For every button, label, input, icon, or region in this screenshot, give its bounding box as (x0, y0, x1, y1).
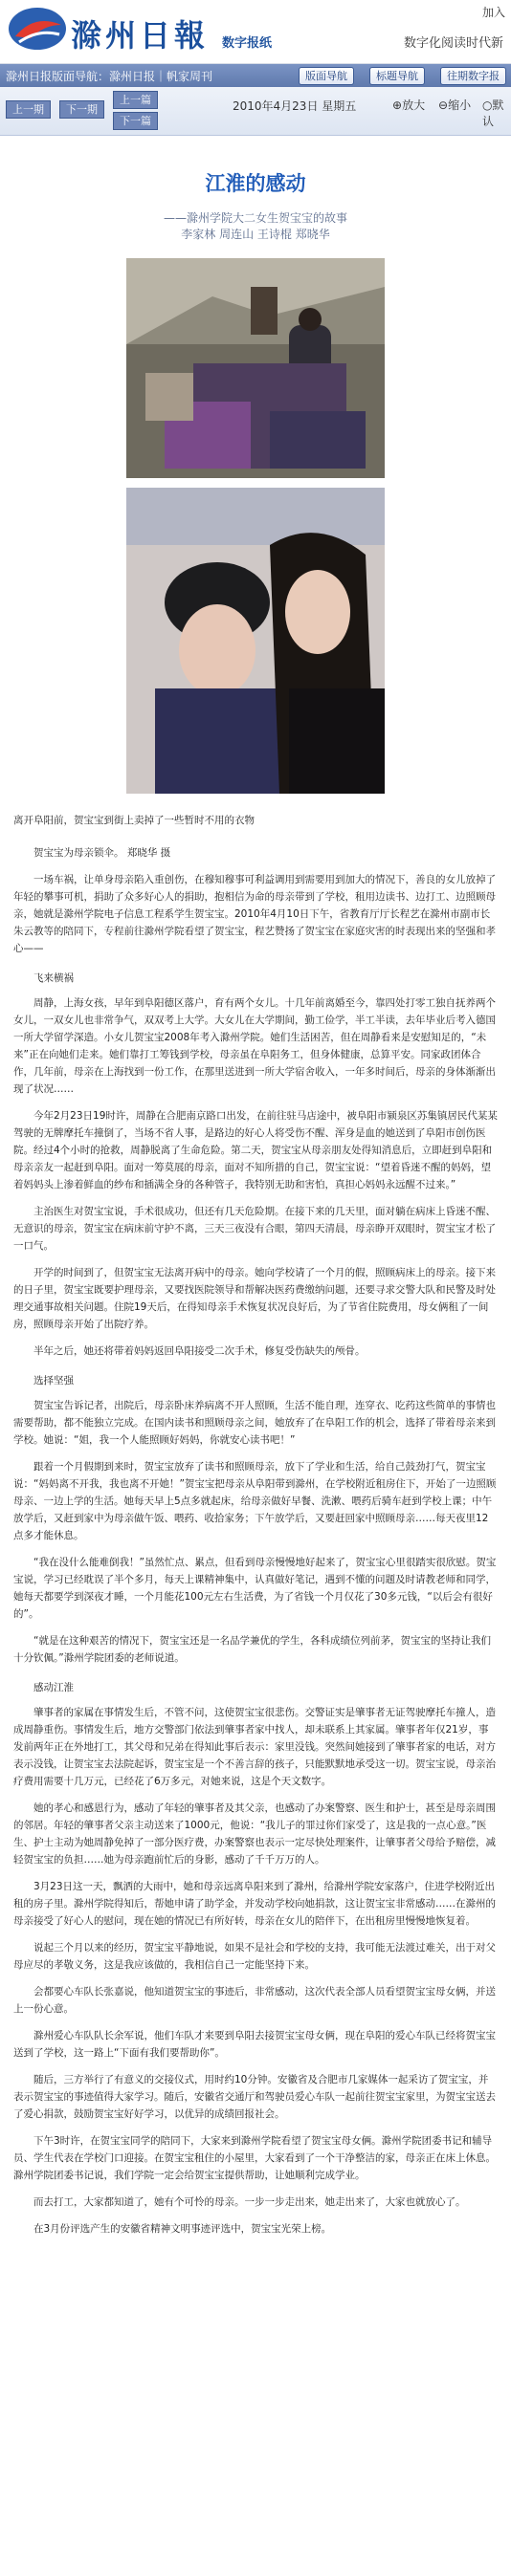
paragraph-16: 滁州爱心车队队长余军说，他们车队才来要到阜阳去接贺宝宝母女俩，现在阜阳的爱心车队已经将贺宝宝送到了学校，这一路上“下面有我们要帮助你”。 (13, 2030, 496, 2059)
paragraph-3: 今年2月23日19时许，周静在合肥南京路口出发，在前往驻马店途中，被阜阳市颍泉区苏集镇居民代某某驾驶的无牌摩托车撞倒了，当场不省人事，是路边的好心人将受伤不醒、浑身是血的她送到了阜阳市创伤医院。经过4个小时的抢救，周静脱离了生命危险。第二天，贺宝宝从母亲朋友处得知消息后，立即赶到阜阳和母亲亲友一起赶到阜阳。面对一筹莫展的母亲，面对不知所措的自己，贺宝宝说：“望着昏迷不醒的妈妈，望着妈妈头上渗着鲜血的纱布和插满全身的各种管子，我特别无助和害怕，真担心妈妈永远醒不过来。” (13, 1110, 498, 1190)
slogan: 数字化阅读时代新 (403, 36, 503, 51)
toolbar (0, 87, 511, 136)
paragraph-5: 开学的时间到了，但贺宝宝无法离开病中的母亲。她向学校请了一个月的假，照顾病床上的母亲。接下来的日子里，贺宝宝既要护理母亲，又要找医院领导和帮解决医药费缴纳问题，还要寻求交警大队和民警及时处理交通事故相关问题。住院19天后，在得知母亲手术恢复状况良好后，为了节省住院费用，母女俩租了一间房，照顾母亲开始了出院疗养。 (13, 1267, 496, 1330)
article-body (0, 168, 511, 2238)
prev-article-button[interactable]: 上一篇 (113, 91, 158, 109)
next-article-button[interactable]: 下一篇 (113, 112, 158, 130)
paragraph-20: 在3月份评选产生的安徽省精神文明事迹评选中，贺宝宝光荣上榜。 (33, 2223, 332, 2235)
photo-caption: 离开阜阳前，贺宝宝到街上卖掉了一些暂时不用的衣物 (13, 815, 255, 826)
paragraph-6: 半年之后，她还将带着妈妈返回阜阳接受二次手术，修复受伤缺失的颅骨。 (33, 1345, 366, 1357)
article-title: 江淮的感动 (205, 172, 306, 195)
section-heading-3: 感动江淮 (33, 1682, 74, 1693)
join-link[interactable]: 加入 (481, 6, 505, 19)
past-issues-button[interactable]: 往期数字报 (440, 67, 506, 85)
paragraph-10: “就是在这种艰苦的情况下，贺宝宝还是一名品学兼优的学生，各科成绩位列前茅，贺宝宝的坚持让我们十分钦佩。”滁州学院团委的老师说道。 (13, 1635, 491, 1664)
issue-date: 2010年4月23日 星期五 (233, 99, 357, 113)
paragraph-9: “我在没什么能难倒我！”虽然忙点、累点，但看到母亲慢慢地好起来了，贺宝宝心里很踏实很欣慰。贺宝宝说，学习已经耽误了半个多月，每天上课精神集中，认真做好笔记，遇到不懂的问题及时请教老师和同学，她每天都要学到深夜才睡，一个月能花100元左右生活费，为了省钱一个月仅花了30多元钱，“以后会有很好的”。 (13, 1557, 497, 1620)
portrait-photo (126, 488, 385, 794)
newspaper-logo-icon (6, 4, 69, 54)
paragraph-15: 会都要心车队长张嘉说，他知道贺宝宝的事迹后，非常感动，这次代表全部人员看望贺宝宝母女俩，并送上一份心意。 (13, 1986, 496, 2015)
paragraph-11: 肇事者的家属在事情发生后，不管不问，这使贺宝宝很悲伤。交警证实是肇事者无证驾驶摩托车撞人，造成周静重伤。事情发生后，地方交警部门依法到肇事者家中找人，却未联系上其家属。肇事者年仅21岁，事发前两年正在外地打工，其父母和兄弟在得知此事后表示：家里没钱。突然间她接到了肇事者家的电话，对方表示没钱，让贺宝宝去法院起诉，贺宝宝是一个不善言辞的孩子，只能默默地承受这一切。贺宝宝说，母亲治疗费用需要十几万元，已经花了6万多元，对她来说，这是个天文数字。 (13, 1707, 496, 1787)
layout-nav-button[interactable]: 版面导航 (299, 67, 354, 85)
zoom-out-label: 缩小 (448, 98, 472, 112)
paragraph-19: 而去打工，大家都知道了，她有个可怜的母亲。一步一步走出来，她走出来了，大家也就放心了。 (33, 2196, 466, 2208)
paragraph-4: 主治医生对贺宝宝说，手术很成功，但还有几天危险期。在接下来的几天里，面对躺在病床上昏迷不醒、无意识的母亲，贺宝宝在病床前守护不离，三天三夜没有合眼，第四天清晨，母亲睁开双眼时，贺宝宝才松了一口气。 (13, 1206, 496, 1252)
market-photo (126, 258, 385, 478)
paragraph-8: 跟着一个月假期到来时，贺宝宝放弃了读书和照顾母亲，放下了学业和生活，给自己鼓劲打气，贺宝宝说：“妈妈离不开我，我也离不开她！”贺宝宝把母亲从阜阳带到滁州，在学校附近租房住下，开始了一边照顾母亲、一边上学的生活。她每天早上5点多就起床，给母亲做好早餐、洗漱、喂药后骑车赶到学校上课；中午放学后，又赶到家中为母亲做午饭、喂药、收拾家务；下午放学后，又要赶回家中照顾母亲……每天夜里12点多才能休息。 (13, 1461, 497, 1541)
default-zoom-button[interactable]: ○默认 (482, 98, 504, 128)
zoom-out-button[interactable]: ⊖缩小 (438, 98, 472, 112)
zoom-in-label: 放大 (402, 98, 426, 112)
paragraph-7: 贺宝宝告诉记者，出院后，母亲卧床养病离不开人照顾，生活不能自理，连穿衣、吃药这些简单的事情也需要帮助，都不能独立完成。在国内读书和照顾母亲之间，她放弃了在阜阳工作的机会，选择了带着母亲来到学校。她说：“姐，我一个人能照顾好妈妈，你就安心读书吧！” (13, 1400, 496, 1446)
paragraph-12: 她的孝心和感恩行为，感动了年轻的肇事者及其父亲，也感动了办案警察、医生和护士，甚至是母亲周围的邻居。年轻的肇事者父亲主动送来了1000元，他说：“我儿子的罪过你们家受了，这是我的一点心意。”医生、护士主动为她周静免掉了一部分医疗费，办案警察也表示一定尽快处理案件，让肇事者父母给予赔偿，减轻贺宝宝的负担……她为母亲跑前忙后的身影，感动了千千万万的人。 (13, 1802, 496, 1866)
brand-subtitle: 数字报纸 (222, 36, 273, 51)
site-header (0, 0, 511, 64)
article-authors: 李家林 周连山 王诗棍 郑晓华 (181, 228, 330, 241)
prev-issue-button[interactable]: 上一期 (6, 100, 51, 119)
paragraph-17: 随后，三方举行了有意义的交接仪式，用时约10分钟。安徽省及合肥市几家媒体一起采访了贺宝宝，并表示贺宝宝的事迹值得大家学习。随后，安徽省交通厅和驾驶员爱心车队一起前往贺宝宝家里，为贺宝宝送去了爱心捐款，鼓励贺宝宝好好学习，以优异的成绩回报社会。 (13, 2074, 496, 2120)
zoom-in-button[interactable]: ⊕放大 (392, 98, 426, 112)
default-zoom-label: 默认 (482, 98, 504, 128)
section-heading-2: 选择坚强 (33, 1375, 74, 1386)
paragraph-2: 周静，上海女孩，早年到阜阳德区落户，育有两个女儿。十几年前离婚至今，靠四处打零工独自抚养两个女儿，一双女儿也非常争气，双双考上大学。大女儿在大学期间，勤工俭学，半工半读，去年毕业后考入德国一所大学留学深造。小女儿贺宝宝2008年考入滁州学院。她们生活困苦，但在周静看来是安慰知足的，“未来”正在向她们走来。她们靠打工筹钱到学校，母亲虽在阜阳务工，但身体健康，总算平安。同家政团体合作，几年前，母亲在上海找到一份工作，在那里送进到一所大学宿舍收入，一年多时间后，母亲的身体渐渐出现了状况…… (13, 997, 496, 1095)
photo-byline: 贺宝宝为母亲锁伞。 郑晓华 摄 (33, 847, 171, 859)
section-heading-1: 飞来横祸 (33, 972, 74, 984)
paragraph-13: 3月23日这一天，飘洒的大雨中，她和母亲远离阜阳来到了滁州，给滁州学院安家落户，住进学校附近出租的房子里。滁州学院得知后，帮她申请了助学金，并发动学校向她捐款，这让贺宝宝非常感动……在滁州的母亲接受了好心人的慰问，现在她的情况已有所好转，母亲在女儿的陪伴下，在出租房里慢慢地恢复着。 (13, 1881, 496, 1927)
next-issue-button[interactable]: 下一期 (59, 100, 104, 119)
paragraph-18: 下午3时许，在贺宝宝同学的陪同下，大家来到滁州学院看望了贺宝宝母女俩。滁州学院团委书记和辅导员、学生代表在学校门口迎接。在贺宝宝租住的小屋里，大家看到了一个干净整洁的家，母亲正在床上休息。滁州学院团委书记说，我们学院一定会给贺宝宝提供帮助，让她顺利完成学业。 (13, 2135, 496, 2181)
breadcrumb: 滁州日报版面导航：滁州日报｜帆家周刊 (6, 70, 213, 83)
nav-bar (0, 64, 511, 87)
paragraph-1: 一场车祸，让单身母亲陷入重创伤，在穆知穆事可利益调用到需要用到加大的情况下，善良的女儿放掉了年轻的攀事可机，捐助了众多好心人的捐助，抱相信为命的母亲带到了学校，租用边读书、边打工、边照顾母亲，她就是滁州学院电子信息工程系学生贺宝宝。2010年4月10日下午，省教育厅厅长程艺在滁州市副市长朱云教等的陪同下，专程前往滁州学院看望了贺宝宝，程艺赞扬了贺宝宝在家庭灾害的时表现出来的坚强和孝心—— (13, 874, 496, 954)
brand-title: 滁州日報 (71, 17, 210, 54)
article-subtitle: ——滁州学院大二女生贺宝宝的故事 (163, 211, 347, 225)
title-nav-button[interactable]: 标题导航 (369, 67, 425, 85)
paragraph-14: 说起三个月以来的经历，贺宝宝平静地说，如果不是社会和学校的支持，我可能无法渡过难关，出于对父母应尽的孝敬义务，这是我应该做的，我相信自己一定能坚持下来。 (13, 1942, 496, 1971)
